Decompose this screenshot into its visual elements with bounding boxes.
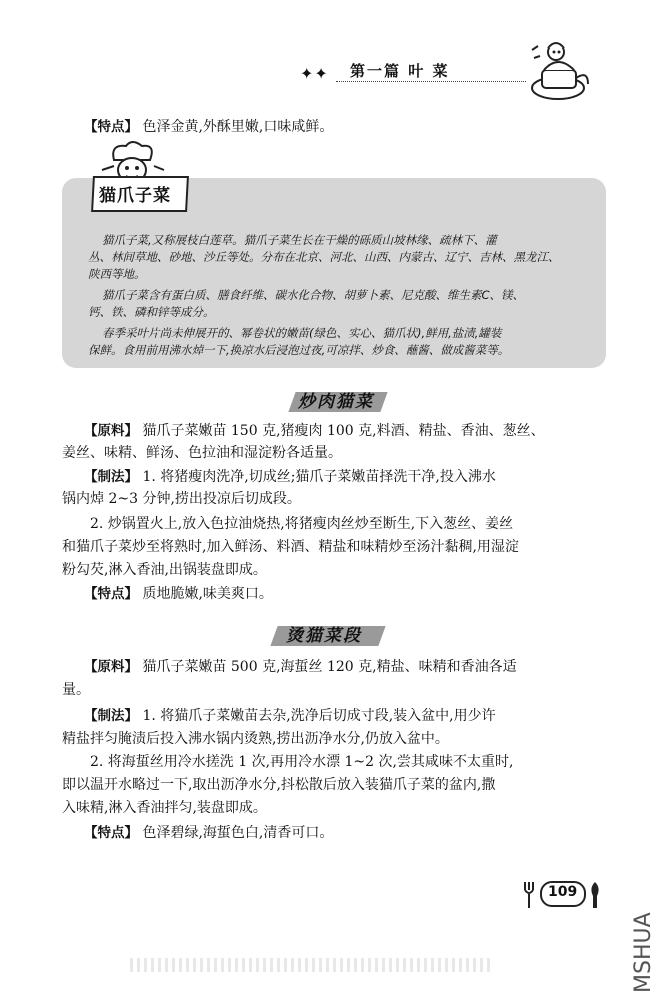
ingredients-label: 【原料】 — [84, 423, 138, 439]
recipe2-feature: 【特点】 色泽碧绿,海蜇色白,清香可口。 — [84, 825, 334, 841]
recipe2-method: 【制法】 1. 将猫爪子菜嫩苗去杂,洗净后切成寸段,装入盆中,用少许 — [84, 708, 496, 724]
recipe1-step2-cont: 和猫爪子菜炒至将熟时,加入鲜汤、料酒、精盐和味精炒至汤汁黏稠,用湿淀 — [62, 539, 519, 555]
recipe1-ingredients: 【原料】 猫爪子菜嫩苗 150 克,猪瘦肉 100 克,料酒、精盐、香油、葱丝、 — [84, 423, 545, 439]
feature-text: 色泽金黄,外酥里嫩,口味咸鲜。 — [142, 119, 334, 135]
feature-label: 【特点】 — [84, 586, 138, 602]
recipe1-ingredients-cont: 姜丝、味精、鲜汤、色拉油和湿淀粉各适量。 — [62, 445, 342, 461]
intro-feature — [84, 116, 333, 138]
recipe1-step2: 2. 炒锅置火上,放入色拉油烧热,将猪瘦肉丝炒至断生,下入葱丝、姜丝 — [90, 516, 514, 532]
recipe1-step2-end: 粉勾芡,淋入香油,出锅装盘即成。 — [62, 562, 267, 578]
info-para-2b: 钙、铁、磷和锌等成分。 — [88, 305, 215, 319]
scan-smudge — [130, 958, 490, 972]
recipe1-feature: 【特点】 质地脆嫩,味美爽口。 — [84, 586, 273, 602]
knife-icon — [588, 880, 602, 910]
method-label: 【制法】 — [84, 708, 138, 724]
recipe1-method: 【制法】 1. 将猪瘦肉洗净,切成丝;猫爪子菜嫩苗择洗干净,投入沸水 — [84, 469, 496, 485]
info-para-1b: 丛、林间草地、砂地、沙丘等处。分布在北京、河北、山西、内蒙古、辽宁、吉林、黑龙江、 — [88, 250, 560, 264]
info-para-3: 春季采叶片尚未伸展开的、幂卷状的嫩苗(绿色、实心、猫爪状),鲜用,盐渍,罐装 — [102, 326, 502, 340]
recipe2-step2-cont: 即以温开水略过一下,取出沥净水分,抖松散后放入装猫爪子菜的盆内,撒 — [62, 777, 496, 793]
watermark — [628, 885, 658, 995]
box-title: 猫爪子菜 — [99, 186, 171, 206]
recipe1-title: 炒肉猫菜 — [298, 392, 374, 412]
fork-icon — [522, 880, 536, 910]
chef-pot-illustration — [528, 40, 594, 102]
info-para-3b: 保鲜。食用前用沸水焯一下,换凉水后浸泡过夜,可凉拌、炒食、蘸酱、做成酱菜等。 — [88, 343, 510, 357]
recipe2-ingredients: 【原料】 猫爪子菜嫩苗 500 克,海蜇丝 120 克,精盐、味精和香油各适 — [84, 659, 517, 675]
info-para-1c: 陕西等地。 — [88, 267, 146, 281]
ingredients-label: 【原料】 — [84, 659, 138, 675]
recipe2-method-cont: 精盐拌匀腌渍后投入沸水锅内烫熟,捞出沥净水分,仍放入盆中。 — [62, 731, 449, 747]
recipe2-step2-end: 入味精,淋入香油拌匀,装盘即成。 — [62, 800, 267, 816]
recipe2-step2: 2. 将海蜇丝用冷水搓洗 1 次,再用冷水漂 1~2 次,尝其咸味不太重时, — [90, 754, 514, 770]
recipe1-method-cont: 锅内焯 2~3 分钟,捞出投凉后切成段。 — [62, 491, 301, 507]
method-label: 【制法】 — [84, 469, 138, 485]
recipe2-title: 烫猫菜段 — [286, 626, 362, 646]
info-para-2: 猫爪子菜含有蛋白质、膳食纤维、碳水化合物、胡萝卜素、尼克酸、维生素C、镁、 — [102, 288, 525, 302]
header-rule — [336, 81, 526, 82]
feature-label: 【特点】 — [84, 825, 138, 841]
recipe2-ingredients-cont: 量。 — [62, 682, 90, 698]
sparkle-icon: ✦✦ — [300, 64, 329, 83]
feature-label: 【特点】 — [84, 119, 138, 135]
section-header: 第一篇 叶 菜 — [350, 62, 450, 80]
svg-text:MSHUA: MSHUA — [631, 912, 656, 993]
info-para-1: 猫爪子菜,又称展枝白莲草。猫爪子菜生长在干燥的砾质山坡林缘、疏林下、灌 — [102, 233, 497, 247]
page-number: 109 — [548, 884, 578, 900]
